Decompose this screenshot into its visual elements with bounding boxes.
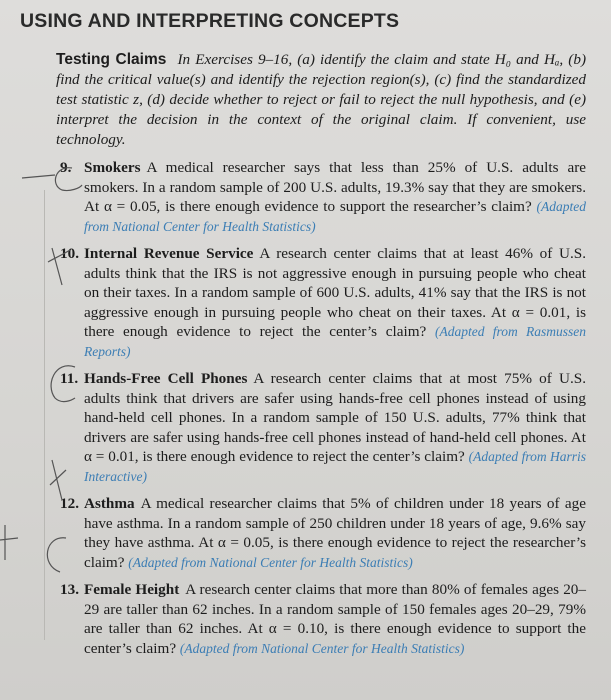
exercise-number: 13. xyxy=(60,581,79,598)
instructions-paragraph xyxy=(56,50,586,150)
exercise-name: Asthma xyxy=(84,495,135,512)
exercise-12 xyxy=(60,494,586,572)
exercise-name: Hands-Free Cell Phones xyxy=(84,370,248,387)
exercise-source: (Adapted from National Center for Health Statistics) xyxy=(179,640,465,656)
section-title: USING AND INTERPRETING CONCEPTS xyxy=(20,10,400,32)
exercise-name: Smokers xyxy=(84,159,141,176)
exercise-source: (Adapted from National Center for Health Statistics) xyxy=(84,199,587,234)
exercise-text: A research center claims that at most 75% of U.S. adults think that drivers are safer using hands-free cell phones instead of using hand-held cell phones. In a random sample of 150 U.S. adults, 77% think that drivers are safer using hands-free cell phones instead of hand-held cell phones. At α = 0.01, is there enough evidence to reject the center’s claim? xyxy=(84,370,586,465)
exercise-number: 12. xyxy=(60,495,79,512)
exercise-text: A medical researcher claims that 5% of children under 18 years of age have asthma. In a random sample of 250 children under 18 years of age, 9.6% say they have asthma. At α = 0.05, is there enough evidence to reject the researcher’s claim? xyxy=(84,495,586,571)
exercise-10 xyxy=(60,244,586,361)
exercise-number: 11. xyxy=(60,370,79,387)
exercise-number: 9. xyxy=(60,159,72,176)
page-content xyxy=(56,0,586,658)
exercise-text: A research center claims that more than 80% of females ages 20–29 are taller than 62 inches. In a random sample of 150 females ages 20–29, 79% are taller than 62 inches. At α = 0.10, is there enough evidence to support the center’s claim? xyxy=(84,581,586,657)
exercise-number: 10. xyxy=(60,245,79,262)
exercise-11 xyxy=(60,369,586,486)
plus-mark xyxy=(0,525,18,560)
exercise-source: (Adapted from Rasmussen Reports) xyxy=(84,324,586,359)
exercise-source: (Adapted from Harris Interactive) xyxy=(84,449,587,484)
exercise-9 xyxy=(60,158,586,236)
margin-rule xyxy=(44,190,45,640)
exercise-13 xyxy=(60,580,586,658)
instructions-lead: Testing Claims xyxy=(56,51,167,68)
exercise-name: Female Height xyxy=(84,581,180,598)
exercise-text: A medical researcher says that less than 25% of U.S. adults are smokers. In a random sample of 200 U.S. adults, 19.3% say that they are smokers. At α = 0.05, is there enough evidence to support the researcher’s claim? xyxy=(84,159,586,215)
instructions-text: In Exercises 9–16, (a) identify the claim and state H₀ and Hₐ, (b) find the critical value(s) and identify the rejection region(s), (c) find the standardized test statistic z, (d) decide whether to reject or fail to reject the null hypothesis, and (e) interpret the decision in the context of the original claim. If convenient, use technology. xyxy=(56,51,586,148)
exercise-source: (Adapted from National Center for Health Statistics) xyxy=(128,554,413,570)
exercise-text: A research center claims that at least 46% of U.S. adults think that the IRS is not aggressive enough in pursuing people who cheat on their taxes. In a random sample of 600 U.S. adults, 41% say that the IRS is not aggressive enough in pursuing people who cheat on their taxes. At α = 0.01, is there enough evidence to reject the center’s claim? xyxy=(84,245,587,340)
exercise-name: Internal Revenue Service xyxy=(84,245,254,262)
